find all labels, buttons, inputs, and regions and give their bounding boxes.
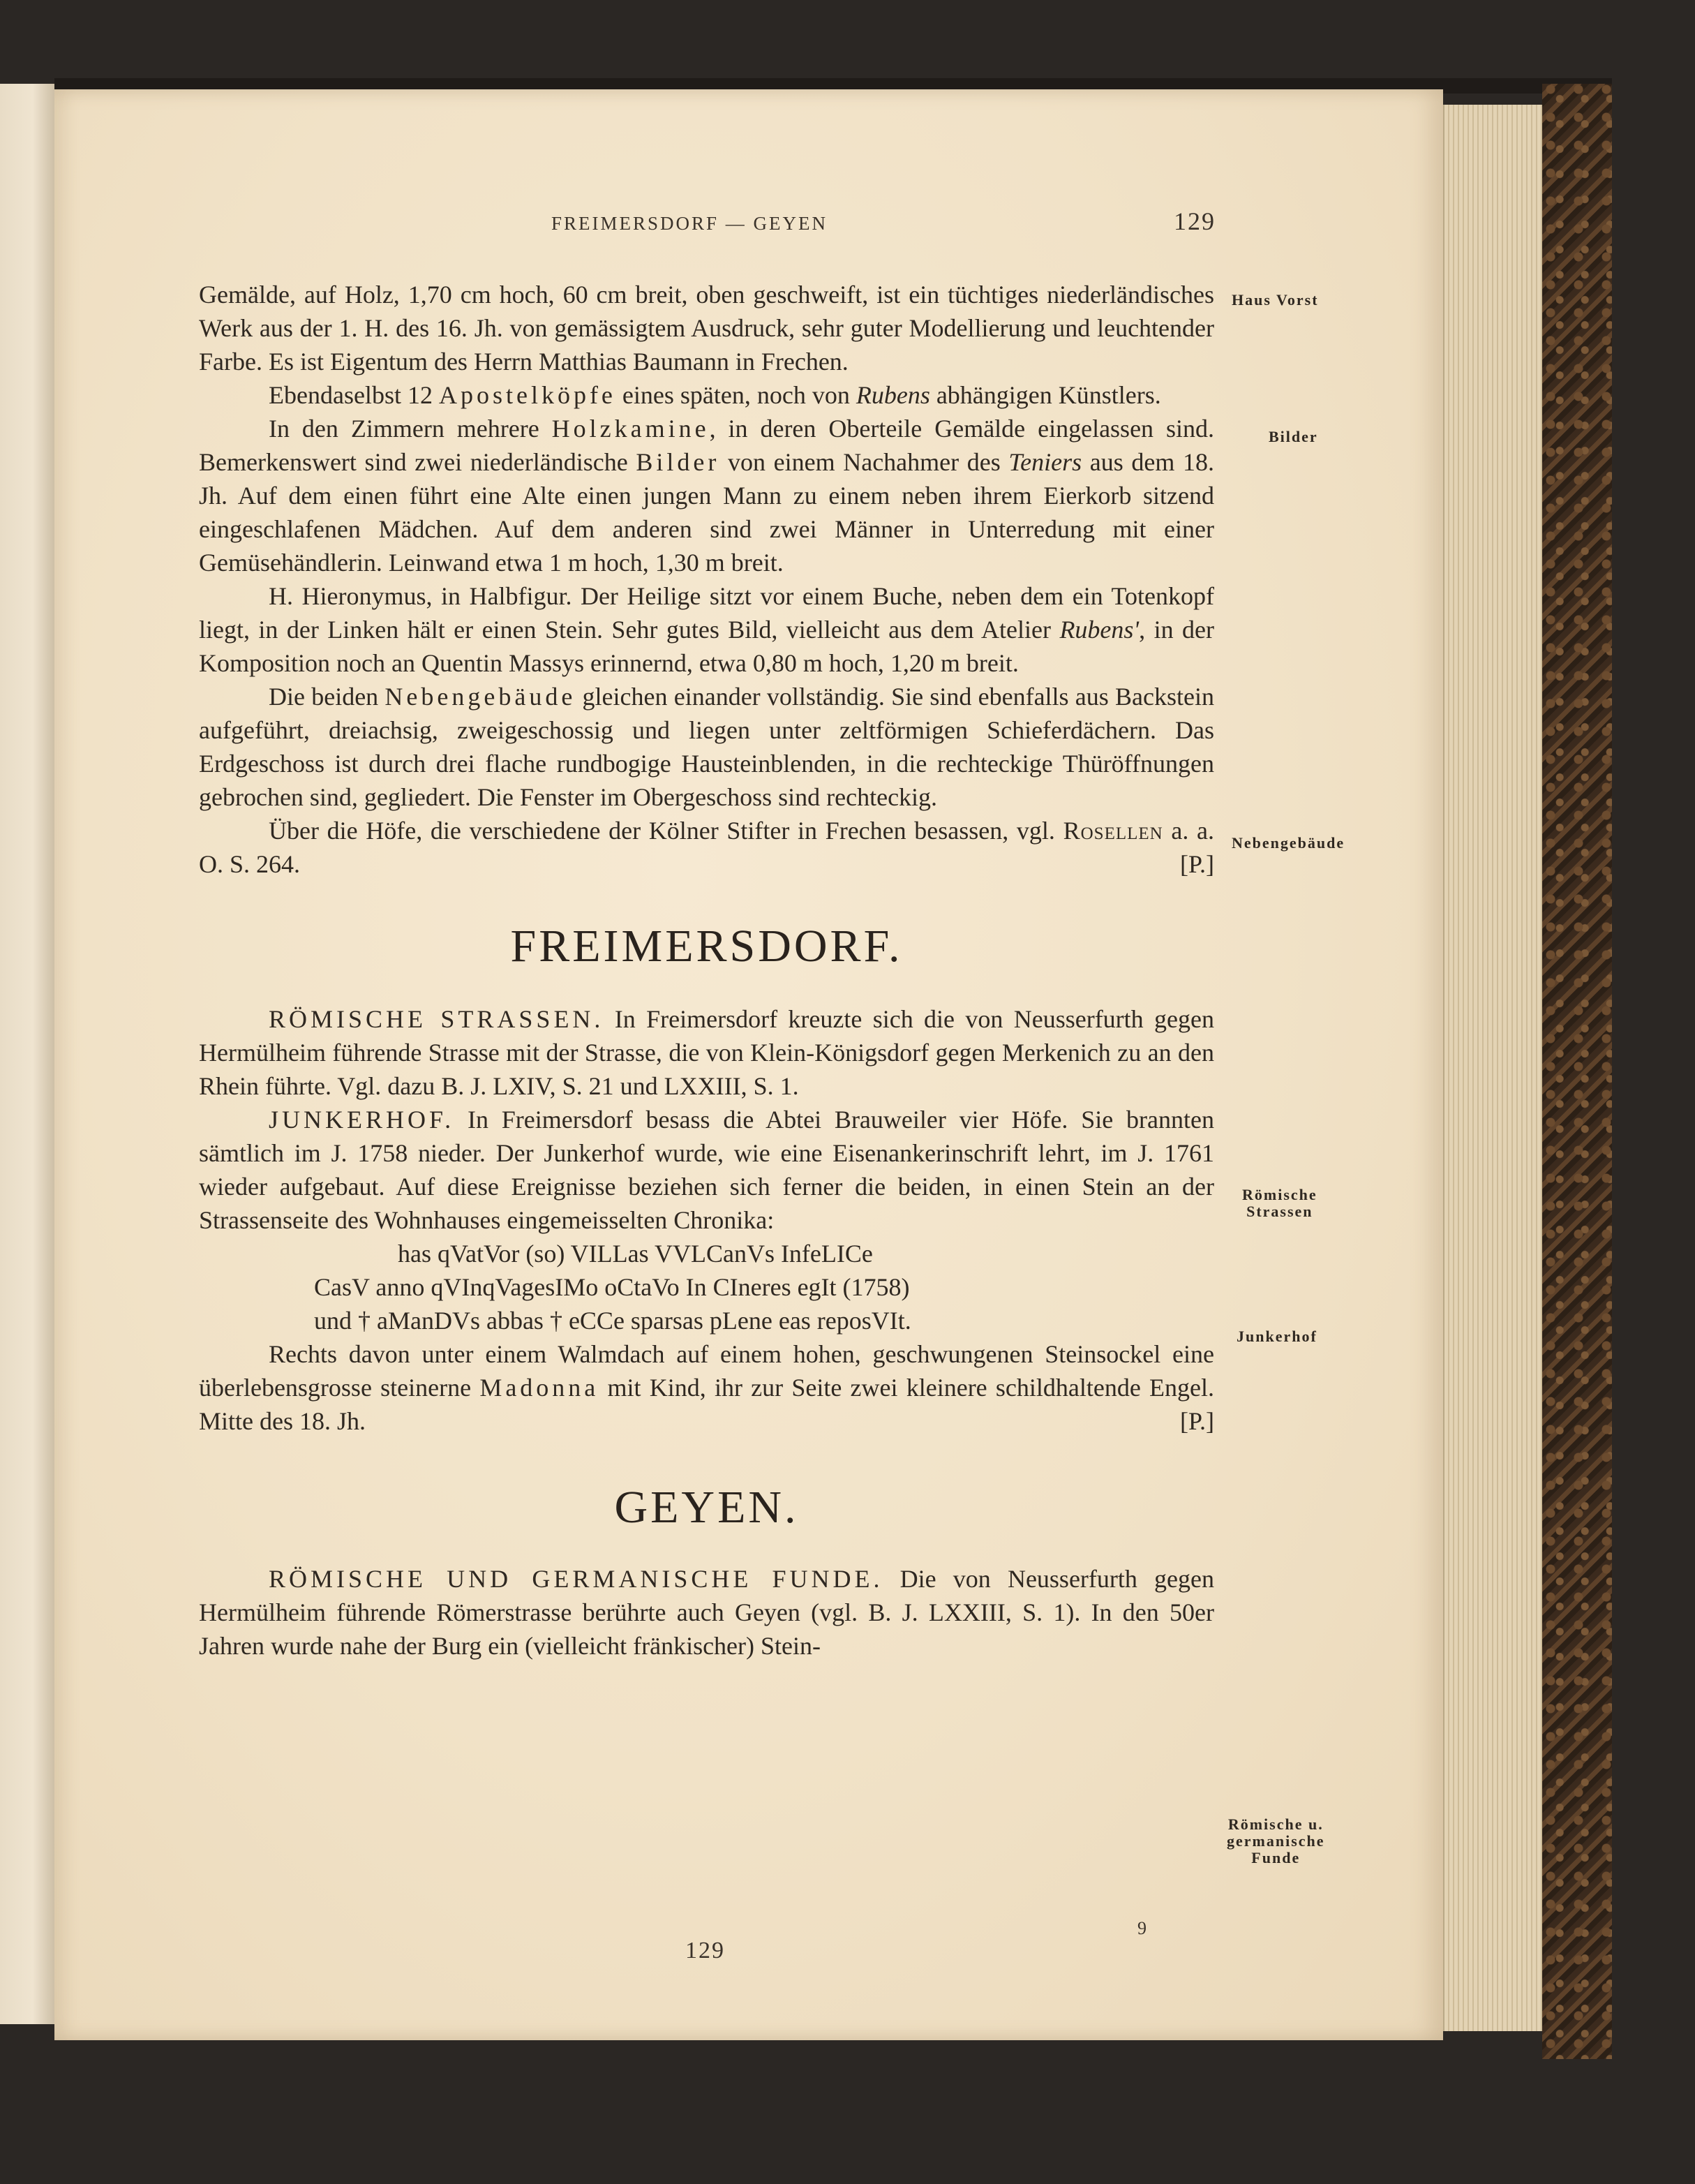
margin-note-line: Funde — [1251, 1849, 1301, 1866]
paragraph — [199, 680, 1214, 814]
paragraph — [199, 1337, 1214, 1438]
text-run: , in deren Oberteile Gemälde eingelassen sind. Bemerkenswert sind zwei niederländische — [199, 415, 1215, 476]
margin-note-junkerhof: Junkerhof — [1237, 1328, 1317, 1345]
inscription-line: und † aManDVs abbas † eCCe sparsas pLene eas reposVIt. — [314, 1307, 911, 1335]
running-head: FREIMERSDORF — GEYEN — [551, 213, 828, 234]
text-run: a. a. O. S. 264. — [199, 817, 1214, 878]
page-body — [199, 278, 1214, 1663]
section-heading-geyen: GEYEN. — [614, 1482, 799, 1533]
chronogram-inscription — [199, 1237, 1214, 1337]
inscription-line: CasV anno qVInqVagesIMo oCtaVo In CIneres egIt (1758) — [314, 1273, 910, 1301]
entry-lead: RÖMISCHE UND GERMANISCHE FUNDE. — [269, 1565, 883, 1593]
marbled-cover-edge — [1542, 84, 1612, 2059]
spaced-term: Apostelköpfe — [438, 381, 616, 409]
text-run: In Freimersdorf kreuzte sich die von Neusserfurth gegen Hermülheim führende Strasse mit der Strasse, die von Klein-Königsdorf gegen Merkenich zu an den Rhein führte. Vgl. dazu B. J. LXIV, S. 21 und LXXIII, S. 1. — [199, 1005, 1214, 1100]
paragraph — [199, 1103, 1214, 1237]
margin-note-roemische-germanische-funde — [1227, 1816, 1325, 1866]
spaced-term: Bilder — [636, 448, 720, 476]
text-run: mit Kind, ihr zur Seite zwei kleinere schildhaltende Engel. Mitte des 18. Jh. — [199, 1374, 1215, 1435]
text-run: Über die Höfe, die verschiedene der Kölner Stifter in Frechen besassen, vgl. — [269, 817, 1063, 845]
text-run: In den Zimmern mehrere — [269, 415, 552, 443]
margin-note-haus-vorst: Haus Vorst — [1232, 291, 1319, 309]
paragraph — [199, 579, 1214, 680]
italic-name: Rubens' — [1059, 616, 1140, 644]
italic-name: Rubens — [856, 381, 930, 409]
text-run: eines späten, noch von — [615, 381, 856, 409]
paragraph — [199, 1002, 1214, 1103]
paragraph — [199, 814, 1214, 881]
spaced-term: Holzkamine — [551, 415, 710, 443]
text-run: , in der Komposition noch an Quentin Massys erinnernd, etwa 0,80 m hoch, 1,20 m breit. — [199, 616, 1214, 677]
text-run: Die von Neusserfurth gegen Hermülheim führende Römerstrasse berührte auch Geyen (vgl. B. J. LXXIII, S. 1). In den 50er Jahren wurde nahe der Burg ein (vielleicht fränkischer) Stein- — [199, 1565, 1214, 1660]
spaced-term: Nebengebäude — [384, 683, 576, 711]
margin-note-line: Römische — [1242, 1186, 1317, 1203]
sheet-signature: 9 — [1137, 1918, 1147, 1938]
section-heading-freimersdorf: FREIMERSDORF. — [510, 921, 903, 972]
text-run: Ebendaselbst 12 — [269, 381, 439, 409]
text-run: abhängigen Künstlers. — [929, 381, 1161, 409]
margin-note-bilder: Bilder — [1269, 428, 1318, 445]
text-run: In Freimersdorf besass die Abtei Brauweiler vier Höfe. Sie brannten sämtlich im J. 1758 nieder. Der Junkerhof wurde, wie eine Eisenankerinschrift lehrt, im J. 1761 wieder aufgebaut. Auf diese Ereignisse beziehen sich ferner die beiden, in einen Stein an der Strassenseite des Wohnhauses eingemeisselten Chronika: — [199, 1106, 1214, 1234]
page-number-top: 129 — [1174, 207, 1216, 235]
author-name: Rosellen — [1063, 817, 1163, 845]
book-fore-edge — [1443, 105, 1556, 2031]
text-run: Rechts davon unter einem Walmdach auf einem hohen, geschwungenen Steinsockel eine überlebensgrosse steinerne — [199, 1340, 1214, 1402]
spaced-term: Madonna — [479, 1374, 599, 1402]
margin-note-nebengebaeude: Nebengebäude — [1232, 834, 1345, 852]
text-run: gleichen einander vollständig. Sie sind ebenfalls aus Backstein aufgeführt, dreiachsig, zweigeschossig und liegen unter zeltförmigen Schieferdächern. Das Erdgeschoss ist durch drei flache rundbogige Hausteinblenden, in die rechteckige Thüröffnungen gebrochen sind, gegliedert. Die Fenster im Obergeschoss sind rechteckig. — [199, 683, 1214, 811]
page-number-bottom: 129 — [685, 1938, 725, 1963]
margin-note-line: Römische u. — [1227, 1815, 1324, 1833]
margin-note-roemische-strassen — [1242, 1187, 1317, 1220]
paragraph — [199, 1562, 1214, 1663]
inscription-line: has qVatVor (so) VILLas VVLCanVs InfeLICe — [398, 1240, 873, 1268]
paragraph — [199, 412, 1214, 579]
margin-note-line: germanische — [1227, 1832, 1325, 1850]
author-signature: [P.] — [1179, 850, 1214, 878]
text-run: Die beiden — [269, 683, 385, 711]
italic-name: Teniers — [1008, 448, 1082, 476]
entry-lead: RÖMISCHE STRASSEN. — [269, 1005, 604, 1033]
paragraph — [199, 378, 1214, 412]
text-run: von einem Nachahmer des — [719, 448, 1009, 476]
facing-page-edge — [0, 84, 56, 2024]
margin-note-line: Strassen — [1246, 1203, 1313, 1220]
entry-lead: JUNKERHOF. — [269, 1106, 455, 1134]
paragraph: Gemälde, auf Holz, 1,70 cm hoch, 60 cm breit, oben geschweift, ist ein tüchtiges niederländisches Werk aus der 1. H. des 16. Jh. von gemässigtem Ausdruck, sehr guter Modellierung und leuchtender Farbe. Es ist Eigentum des Herrn Matthias Baumann in Frechen. — [199, 281, 1214, 376]
text-run: H. Hieronymus, in Halbfigur. Der Heilige sitzt vor einem Buche, neben dem ein Totenkopf liegt, in der Linken hält er einen Stein. Sehr gutes Bild, vielleicht aus dem Atelier — [199, 582, 1214, 644]
author-signature: [P.] — [1179, 1407, 1214, 1435]
text-run: aus dem 18. Jh. Auf dem einen führt eine Alte einen jungen Mann zu einem neben ihrem Eierkorb sitzend eingeschlafenen Mädchen. Auf dem anderen sind zwei Männer in Unterredung mit einer Gemüsehändlerin. Leinwand etwa 1 m hoch, 1,30 m breit. — [199, 448, 1215, 577]
